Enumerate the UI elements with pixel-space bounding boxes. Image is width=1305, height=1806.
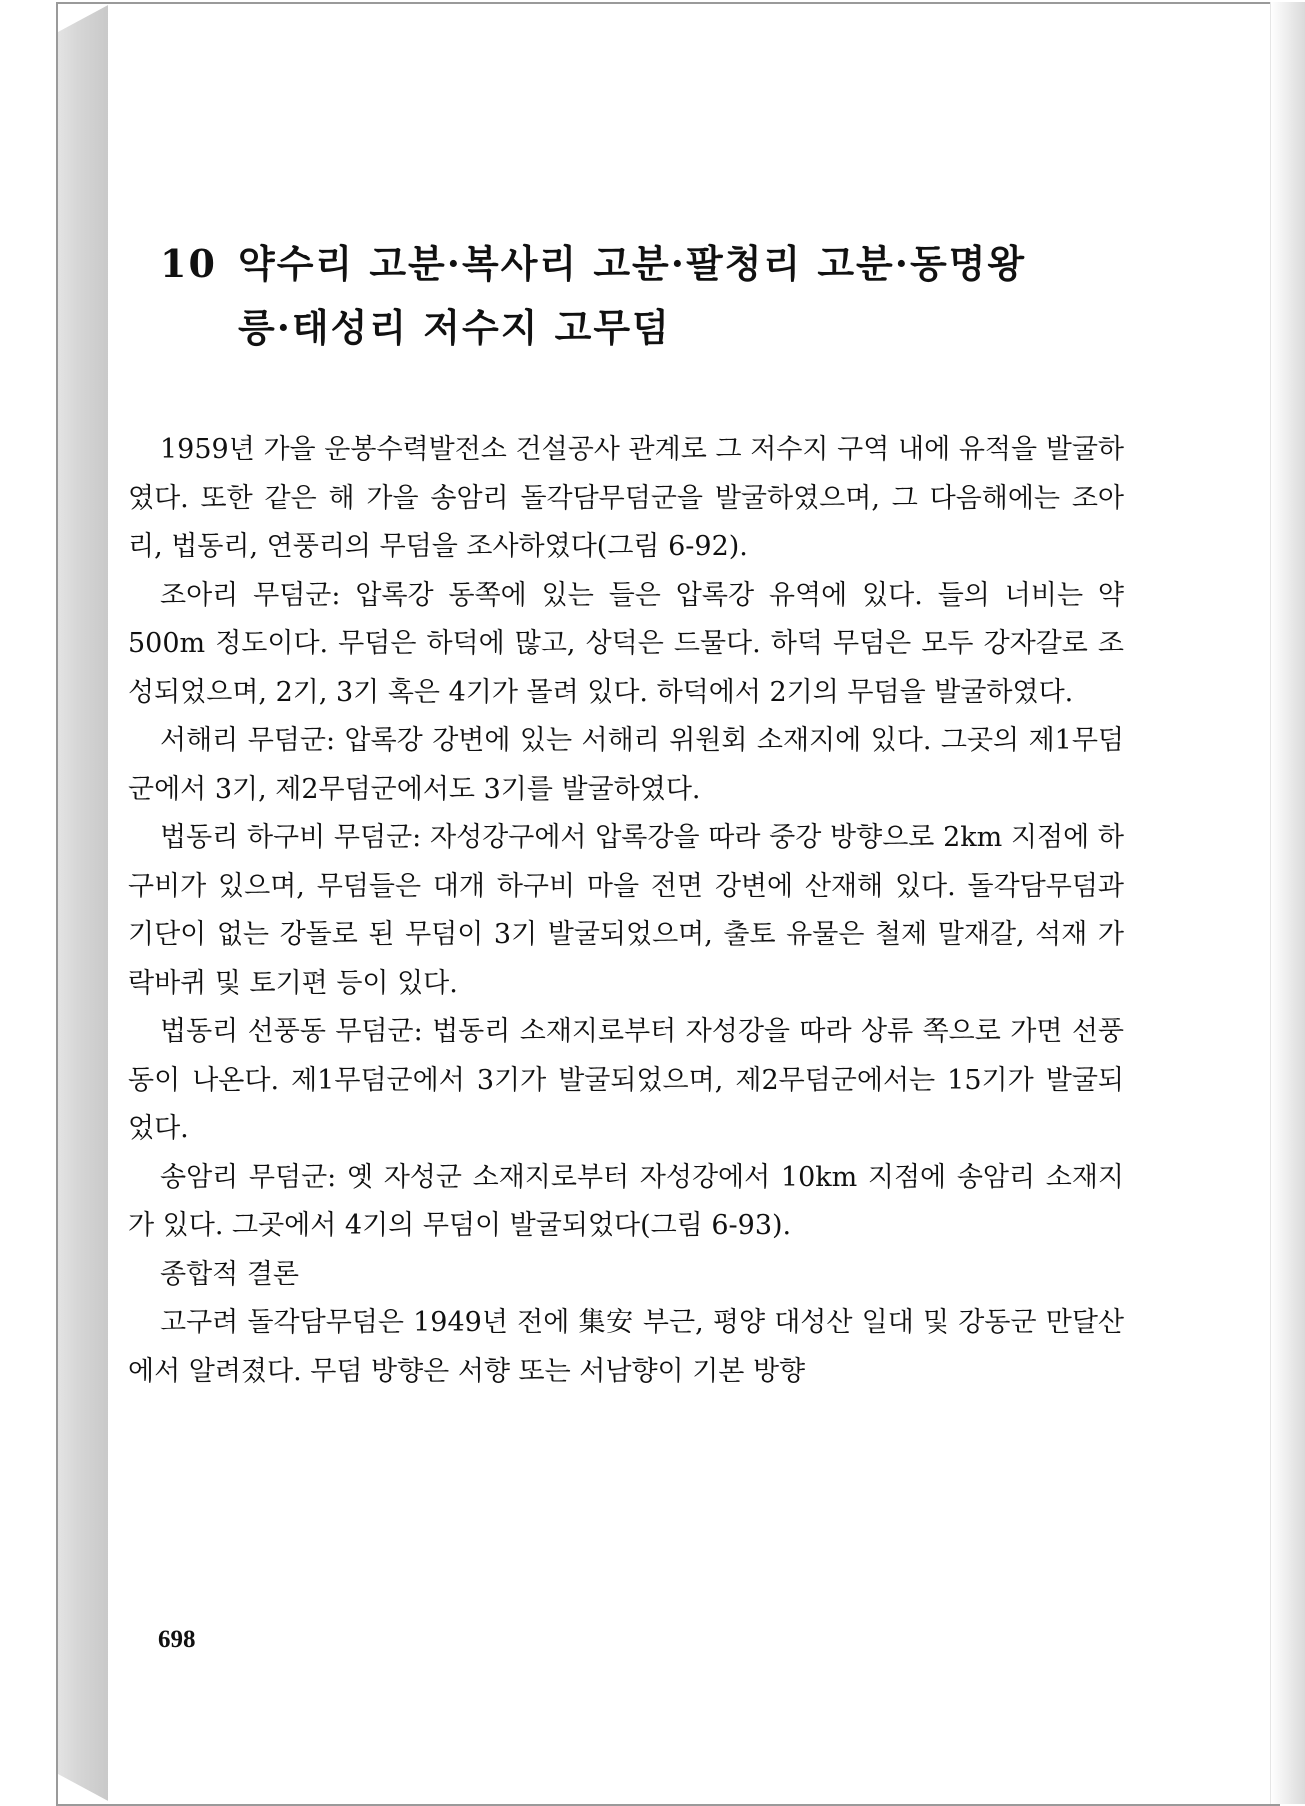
title-text-1: 약수리 고분·복사리 고분·팔청리 고분·동명왕: [238, 241, 1027, 286]
book-spine: [58, 4, 110, 1802]
paragraph-conclusion: 고구려 돌각담무덤은 1949년 전에 集安 부근, 평양 대성산 일대 및 강동군 만달산에서 알려졌다. 무덤 방향은 서향 또는 서남향이 기본 방향: [128, 1307, 1124, 1387]
paragraph-beopdongri-seonpung: 법동리 선풍동 무덤군: 법동리 소재지로부터 자성강을 따라 상류 쪽으로 가면 선풍동이 나온다. 제1무덤군에서 3기가 발굴되었으며, 제2무덤군에서는 15기가 발굴되었다.: [128, 1016, 1124, 1144]
page-edge: [1270, 2, 1305, 1804]
paragraph-songamri: 송암리 무덤군: 옛 자성군 소재지로부터 자성강에서 10km 지점에 송암리 소재지가 있다. 그곳에서 4기의 무덤이 발굴되었다(그림 6-93).: [128, 1161, 1124, 1241]
page-number: 698: [158, 1626, 196, 1653]
section-number: 10: [160, 241, 217, 286]
paragraph-beopdongri-hagubi: 법동리 하구비 무덤군: 자성강구에서 압록강을 따라 중강 방향으로 2km 지점에 하구비가 있으며, 무덤들은 대개 하구비 마을 전면 강변에 산재해 있다. 돌각담무덤과 기단이 없는 강돌로 된 무덤이 3기 발굴되었으며, 출토 유물은 철제 말재갈, 석재 가락바퀴 및 토기편 등이 있다.: [128, 822, 1124, 999]
paragraph-joari: 조아리 무덤군: 압록강 동쪽에 있는 들은 압록강 유역에 있다. 들의 너비는 약 500m 정도이다. 무덤은 하덕에 많고, 상덕은 드물다. 하덕 무덤은 모두 강자갈로 조성되었으며, 2기, 3기 혹은 4기가 몰려 있다. 하덕에서 2기의 무덤을 발굴하였다.: [128, 579, 1124, 708]
body-text: [128, 426, 1124, 1396]
conclusion-heading: 종합적 결론: [160, 1258, 299, 1290]
title-line-1: [160, 232, 1160, 296]
paragraph-seohaeri: 서해리 무덤군: 압록강 강변에 있는 서해리 위원회 소재지에 있다. 그곳의 제1무덤군에서 3기, 제2무덤군에서도 3기를 발굴하였다.: [128, 725, 1124, 805]
paragraph-intro: 1959년 가을 운봉수력발전소 건설공사 관계로 그 저수지 구역 내에 유적을 발굴하였다. 또한 같은 해 가을 송암리 돌각담무덤군을 발굴하였으며, 그 다음해에는 조아리, 법동리, 연풍리의 무덤을 조사하였다(그림 6-92).: [128, 434, 1124, 562]
section-title: [160, 232, 1160, 360]
title-line-2: 릉·태성리 저수지 고무덤: [238, 305, 671, 350]
